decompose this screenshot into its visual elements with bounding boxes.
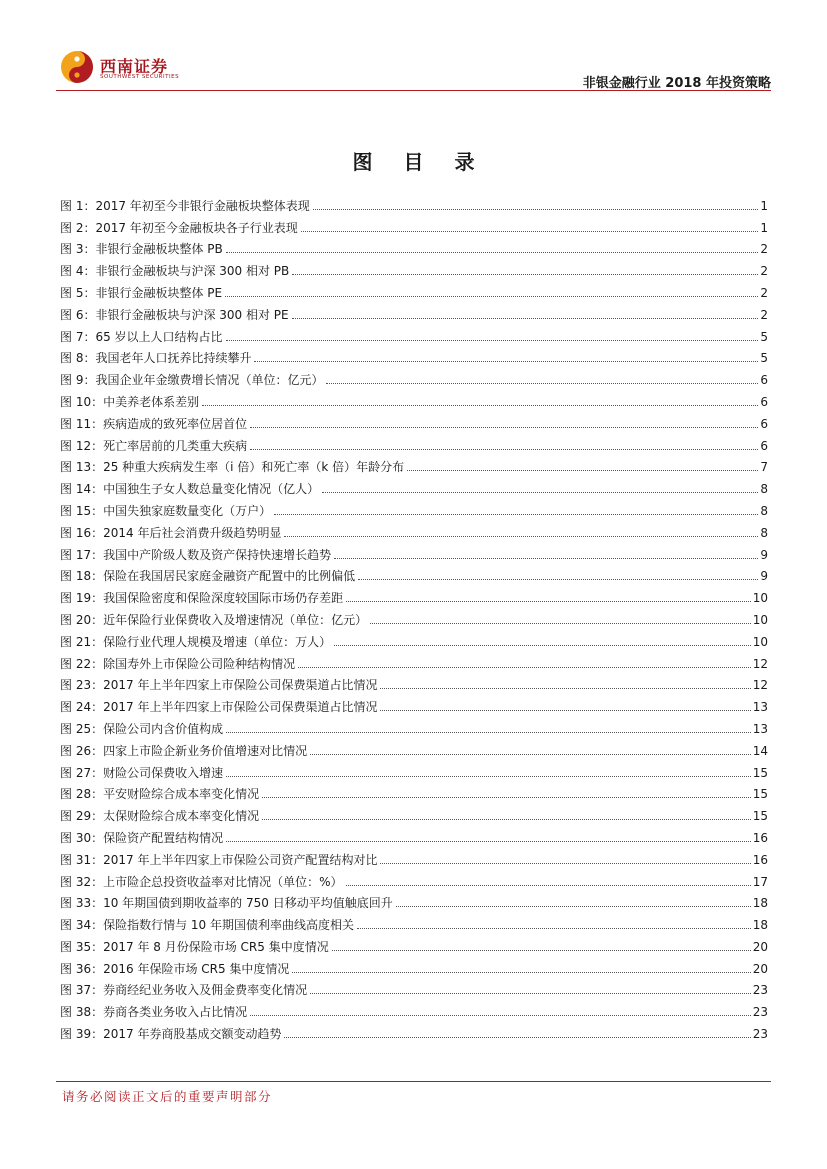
toc-entry-page: 8 bbox=[760, 503, 768, 518]
toc-entry-title bbox=[60, 241, 223, 257]
company-name-en: SOUTHWEST SECURITIES bbox=[100, 74, 180, 80]
toc-entry-label: 图 22： bbox=[60, 656, 104, 671]
toc-entry-label: 图 12： bbox=[60, 438, 104, 453]
toc-entry-page: 1 bbox=[760, 220, 768, 235]
toc-entry[interactable] bbox=[60, 345, 768, 367]
toc-entry-title bbox=[60, 895, 393, 911]
dot-leader bbox=[346, 885, 751, 886]
toc-entry-label: 图 33： bbox=[60, 896, 104, 911]
toc-entry-page: 20 bbox=[752, 961, 768, 976]
toc-entry-text: 中国独生子女人数总量变化情况（亿人） bbox=[103, 482, 320, 497]
footer-disclaimer: 请务必阅读正文后的重要声明部分 bbox=[62, 1089, 273, 1104]
dot-leader bbox=[407, 470, 758, 471]
toc-entry-page: 15 bbox=[752, 765, 768, 780]
toc-entry-text: 25 种重大疾病发生率（i 倍）和死亡率（k 倍）年龄分布 bbox=[103, 460, 405, 475]
toc-entry[interactable] bbox=[60, 432, 768, 454]
toc-entry-page: 8 bbox=[760, 482, 768, 497]
toc-entry[interactable] bbox=[60, 214, 768, 236]
toc-entry-title bbox=[60, 830, 223, 846]
toc-entry[interactable] bbox=[60, 192, 768, 214]
toc-entry-page: 23 bbox=[752, 983, 768, 998]
toc-entry-page: 6 bbox=[760, 373, 768, 388]
dot-leader bbox=[370, 623, 751, 624]
toc-entry-text: 我国中产阶级人数及资产保持快速增长趋势 bbox=[103, 547, 332, 562]
toc-entry-page: 6 bbox=[760, 438, 768, 453]
toc-entry-label: 图 10： bbox=[60, 394, 104, 409]
toc-entry-page: 18 bbox=[752, 918, 768, 933]
toc-entry[interactable] bbox=[60, 236, 768, 258]
dot-leader bbox=[225, 296, 758, 297]
toc-entry-text: 保险指数行情与 10 年期国债利率曲线高度相关 bbox=[103, 918, 354, 933]
toc-entry-title bbox=[60, 481, 319, 497]
toc-entry-title bbox=[60, 656, 295, 672]
toc-entry-page: 20 bbox=[752, 939, 768, 954]
dot-leader bbox=[274, 514, 758, 515]
dot-leader bbox=[346, 601, 751, 602]
toc-entry-label: 图 28： bbox=[60, 787, 104, 802]
toc-entry-label: 图 38： bbox=[60, 1005, 104, 1020]
toc-entry-title bbox=[60, 786, 259, 802]
toc-entry-page: 2 bbox=[760, 264, 768, 279]
toc-entry-title bbox=[60, 329, 223, 345]
toc-entry-label: 图 19： bbox=[60, 591, 104, 606]
toc-entry-label: 图 7： bbox=[60, 329, 96, 344]
toc-entry-label: 图 35： bbox=[60, 939, 104, 954]
toc-entry[interactable] bbox=[60, 977, 768, 999]
toc-entry-label: 图 4： bbox=[60, 264, 96, 279]
toc-entry-text: 中美养老体系差别 bbox=[103, 394, 200, 409]
toc-entry-title bbox=[60, 568, 355, 584]
toc-entry-title bbox=[60, 874, 343, 890]
dot-leader bbox=[322, 492, 758, 493]
toc-entry-text: 2017 年 8 月份保险市场 CR5 集中度情况 bbox=[103, 939, 329, 954]
toc-entry-text: 券商各类业务收入占比情况 bbox=[103, 1005, 248, 1020]
toc-entry-title bbox=[60, 525, 281, 541]
toc-entry[interactable] bbox=[60, 759, 768, 781]
toc-entry-label: 图 26： bbox=[60, 743, 104, 758]
toc-entry-label: 图 25： bbox=[60, 721, 104, 736]
toc-entry-page: 13 bbox=[752, 721, 768, 736]
dot-leader bbox=[292, 972, 750, 973]
toc-entry-text: 非银行金融板块与沪深 300 相对 PB bbox=[95, 264, 290, 279]
toc-entry-page: 2 bbox=[760, 242, 768, 257]
toc-entry[interactable] bbox=[60, 955, 768, 977]
toc-entry-text: 非银行金融板块整体 PE bbox=[95, 285, 223, 300]
toc-entry-text: 10 年期国债到期收益率的 750 日移动平均值触底回升 bbox=[103, 896, 393, 911]
toc-entry[interactable] bbox=[60, 584, 768, 606]
toc-entry[interactable] bbox=[60, 693, 768, 715]
dot-leader bbox=[292, 274, 758, 275]
toc-entry-title bbox=[60, 285, 222, 301]
toc-entry-label: 图 20： bbox=[60, 612, 104, 627]
toc-entry-title bbox=[60, 459, 404, 475]
toc-entry-label: 图 23： bbox=[60, 678, 104, 693]
toc-entry-label: 图 16： bbox=[60, 525, 104, 540]
dot-leader bbox=[226, 732, 751, 733]
toc-entry-text: 2017 年上半年四家上市保险公司保费渠道占比情况 bbox=[103, 678, 378, 693]
company-logo-icon bbox=[60, 50, 94, 84]
toc-entry-title bbox=[60, 677, 377, 693]
toc-entry-title bbox=[60, 263, 289, 279]
toc-entry[interactable] bbox=[60, 846, 768, 868]
toc-entry-title bbox=[60, 852, 377, 868]
toc-entry-label: 图 17： bbox=[60, 547, 104, 562]
toc-entry-page: 16 bbox=[752, 830, 768, 845]
dot-leader bbox=[310, 754, 751, 755]
toc-entry-title bbox=[60, 699, 377, 715]
company-name-cn: 西南证券 bbox=[100, 57, 169, 76]
toc-entry[interactable] bbox=[60, 563, 768, 585]
toc-entry-title bbox=[60, 961, 289, 977]
dot-leader bbox=[301, 231, 759, 232]
toc-entry-page: 8 bbox=[760, 525, 768, 540]
dot-leader bbox=[226, 776, 751, 777]
toc-entry-text: 保险公司内含价值构成 bbox=[103, 721, 224, 736]
toc-entry-page: 10 bbox=[752, 591, 768, 606]
toc-entry-page: 12 bbox=[752, 656, 768, 671]
toc-entry-label: 图 15： bbox=[60, 503, 104, 518]
dot-leader bbox=[334, 558, 758, 559]
toc-entry-page: 9 bbox=[760, 547, 768, 562]
toc-entry[interactable] bbox=[60, 497, 768, 519]
toc-entry-label: 图 8： bbox=[60, 351, 96, 366]
toc-entry-title bbox=[60, 394, 199, 410]
toc-entry-text: 太保财险综合成本率变化情况 bbox=[103, 809, 260, 824]
toc-entry-title bbox=[60, 743, 307, 759]
toc-entry-title bbox=[60, 939, 329, 955]
toc-entry[interactable] bbox=[60, 475, 768, 497]
toc-entry-label: 图 31： bbox=[60, 852, 104, 867]
dot-leader bbox=[334, 645, 751, 646]
toc-entry-title bbox=[60, 307, 289, 323]
dot-leader bbox=[250, 1015, 751, 1016]
toc-entry[interactable] bbox=[60, 933, 768, 955]
toc-entry-text: 财险公司保费收入增速 bbox=[103, 765, 224, 780]
toc-entry-label: 图 3： bbox=[60, 242, 96, 257]
toc-entry-text: 我国老年人口抚养比持续攀升 bbox=[95, 351, 252, 366]
toc-entry-text: 我国企业年金缴费增长情况（单位：亿元） bbox=[95, 373, 324, 388]
dot-leader bbox=[262, 797, 751, 798]
toc-entry-page: 15 bbox=[752, 787, 768, 802]
toc-entry-label: 图 9： bbox=[60, 373, 96, 388]
toc-entry-page: 15 bbox=[752, 809, 768, 824]
toc-entry-title bbox=[60, 765, 223, 781]
toc-entry[interactable] bbox=[60, 998, 768, 1020]
toc-entry-text: 2014 年后社会消费升级趋势明显 bbox=[103, 525, 282, 540]
dot-leader bbox=[250, 427, 758, 428]
toc-entry-label: 图 21： bbox=[60, 634, 104, 649]
toc-entry-text: 除国寿外上市保险公司险种结构情况 bbox=[103, 656, 296, 671]
toc-entry[interactable] bbox=[60, 541, 768, 563]
toc-entry[interactable] bbox=[60, 802, 768, 824]
toc-entry-page: 16 bbox=[752, 852, 768, 867]
dot-leader bbox=[396, 906, 751, 907]
toc-entry-title bbox=[60, 982, 307, 998]
toc-entry-title bbox=[60, 917, 354, 933]
dot-leader bbox=[284, 1037, 750, 1038]
toc-entry-title bbox=[60, 721, 223, 737]
dot-leader bbox=[380, 688, 750, 689]
toc-entry-page: 12 bbox=[752, 678, 768, 693]
toc-entry-label: 图 37： bbox=[60, 983, 104, 998]
toc-entry[interactable] bbox=[60, 410, 768, 432]
toc-entry-label: 图 24： bbox=[60, 700, 104, 715]
dot-leader bbox=[254, 361, 758, 362]
dot-leader bbox=[380, 863, 750, 864]
toc-entry-text: 保险在我国居民家庭金融资产配置中的比例偏低 bbox=[103, 569, 356, 584]
dot-leader bbox=[226, 340, 759, 341]
dot-leader bbox=[313, 209, 759, 210]
toc-entry-text: 2016 年保险市场 CR5 集中度情况 bbox=[103, 961, 290, 976]
toc-entry-text: 保险资产配置结构情况 bbox=[103, 830, 224, 845]
toc-entry-title bbox=[60, 634, 331, 650]
dot-leader bbox=[332, 950, 751, 951]
toc-entry[interactable] bbox=[60, 454, 768, 476]
toc-entry[interactable] bbox=[60, 868, 768, 890]
toc-entry[interactable] bbox=[60, 824, 768, 846]
toc-entry-text: 四家上市险企新业务价值增速对比情况 bbox=[103, 743, 308, 758]
figure-table-of-contents bbox=[60, 192, 768, 1042]
toc-entry-text: 非银行金融板块与沪深 300 相对 PE bbox=[95, 307, 289, 322]
toc-entry-page: 7 bbox=[760, 460, 768, 475]
toc-entry-label: 图 1： bbox=[60, 198, 96, 213]
toc-entry[interactable] bbox=[60, 781, 768, 803]
toc-entry-page: 1 bbox=[760, 198, 768, 213]
toc-entry-page: 23 bbox=[752, 1005, 768, 1020]
company-logo bbox=[60, 50, 220, 86]
toc-entry-page: 9 bbox=[760, 569, 768, 584]
toc-entry-text: 近年保险行业保费收入及增速情况（单位：亿元） bbox=[103, 612, 368, 627]
toc-entry[interactable] bbox=[60, 366, 768, 388]
toc-entry[interactable] bbox=[60, 737, 768, 759]
toc-entry-page: 10 bbox=[752, 634, 768, 649]
dot-leader bbox=[250, 449, 758, 450]
toc-entry[interactable] bbox=[60, 279, 768, 301]
dot-leader bbox=[292, 318, 759, 319]
toc-entry-page: 5 bbox=[760, 351, 768, 366]
toc-entry-label: 图 39： bbox=[60, 1027, 104, 1042]
dot-leader bbox=[226, 252, 759, 253]
toc-entry-text: 65 岁以上人口结构占比 bbox=[95, 329, 223, 344]
toc-entry-page: 13 bbox=[752, 700, 768, 715]
toc-entry[interactable] bbox=[60, 650, 768, 672]
toc-entry-label: 图 32： bbox=[60, 874, 104, 889]
toc-entry-page: 14 bbox=[752, 743, 768, 758]
toc-entry-title bbox=[60, 547, 331, 563]
toc-entry-page: 6 bbox=[760, 416, 768, 431]
toc-entry[interactable] bbox=[60, 257, 768, 279]
toc-entry-title bbox=[60, 808, 259, 824]
toc-entry-text: 疾病造成的致死率位居首位 bbox=[103, 416, 248, 431]
dot-leader bbox=[226, 841, 751, 842]
dot-leader bbox=[262, 819, 751, 820]
toc-entry-title bbox=[60, 503, 271, 519]
toc-entry-text: 券商经纪业务收入及佣金费率变化情况 bbox=[103, 983, 308, 998]
toc-entry-text: 死亡率居前的几类重大疾病 bbox=[103, 438, 248, 453]
dot-leader bbox=[202, 405, 758, 406]
toc-entry-label: 图 34： bbox=[60, 918, 104, 933]
dot-leader bbox=[380, 710, 750, 711]
toc-entry-page: 6 bbox=[760, 394, 768, 409]
toc-entry-page: 18 bbox=[752, 896, 768, 911]
toc-entry[interactable] bbox=[60, 519, 768, 541]
toc-entry[interactable] bbox=[60, 672, 768, 694]
toc-entry-label: 图 5： bbox=[60, 285, 96, 300]
dot-leader bbox=[298, 667, 751, 668]
toc-entry-label: 图 14： bbox=[60, 482, 104, 497]
report-title: 非银金融行业 2018 年投资策略 bbox=[582, 76, 771, 91]
toc-entry-title bbox=[60, 590, 343, 606]
toc-entry-title bbox=[60, 1004, 247, 1020]
dot-leader bbox=[326, 383, 758, 384]
toc-entry-page: 10 bbox=[752, 612, 768, 627]
toc-entry[interactable] bbox=[60, 715, 768, 737]
toc-entry-page: 23 bbox=[752, 1027, 768, 1042]
toc-entry[interactable] bbox=[60, 911, 768, 933]
dot-leader bbox=[357, 928, 751, 929]
toc-entry-label: 图 2： bbox=[60, 220, 96, 235]
toc-entry[interactable] bbox=[60, 388, 768, 410]
dot-leader bbox=[358, 579, 758, 580]
toc-entry[interactable] bbox=[60, 606, 768, 628]
toc-entry-text: 2017 年初至今非银行金融板块整体表现 bbox=[95, 198, 310, 213]
toc-entry-text: 上市险企总投资收益率对比情况（单位：%） bbox=[103, 874, 343, 889]
toc-entry-text: 非银行金融板块整体 PB bbox=[95, 242, 223, 257]
toc-entry-title bbox=[60, 372, 323, 388]
toc-entry-title bbox=[60, 416, 247, 432]
toc-entry-label: 图 36： bbox=[60, 961, 104, 976]
toc-entry[interactable] bbox=[60, 890, 768, 912]
toc-entry[interactable] bbox=[60, 628, 768, 650]
toc-heading: 图 目 录 bbox=[352, 150, 487, 174]
toc-entry[interactable] bbox=[60, 301, 768, 323]
toc-entry-page: 2 bbox=[760, 285, 768, 300]
toc-entry-page: 2 bbox=[760, 307, 768, 322]
toc-entry-title bbox=[60, 198, 310, 214]
toc-entry[interactable] bbox=[60, 1020, 768, 1042]
page-header bbox=[56, 46, 771, 92]
toc-entry-text: 2017 年上半年四家上市保险公司资产配置结构对比 bbox=[103, 852, 378, 867]
toc-entry-label: 图 27： bbox=[60, 765, 104, 780]
toc-entry-text: 平安财险综合成本率变化情况 bbox=[103, 787, 260, 802]
toc-entry-title bbox=[60, 350, 251, 366]
header-divider bbox=[56, 90, 771, 91]
dot-leader bbox=[284, 536, 758, 537]
toc-entry-label: 图 11： bbox=[60, 416, 104, 431]
toc-entry-text: 我国保险密度和保险深度较国际市场仍存差距 bbox=[103, 591, 344, 606]
toc-entry-page: 5 bbox=[760, 329, 768, 344]
toc-entry-label: 图 30： bbox=[60, 830, 104, 845]
footer-divider bbox=[56, 1081, 771, 1082]
toc-entry-text: 保险行业代理人规模及增速（单位：万人） bbox=[103, 634, 332, 649]
toc-entry-text: 2017 年上半年四家上市保险公司保费渠道占比情况 bbox=[103, 700, 378, 715]
toc-entry-text: 2017 年初至今金融板块各子行业表现 bbox=[95, 220, 298, 235]
toc-entry-label: 图 18： bbox=[60, 569, 104, 584]
toc-entry-label: 图 29： bbox=[60, 809, 104, 824]
toc-entry-text: 中国失独家庭数量变化（万户） bbox=[103, 503, 272, 518]
toc-entry-title bbox=[60, 612, 367, 628]
toc-entry-text: 2017 年券商股基成交额变动趋势 bbox=[103, 1027, 282, 1042]
toc-entry-label: 图 13： bbox=[60, 460, 104, 475]
toc-entry-title bbox=[60, 1026, 281, 1042]
toc-entry-title bbox=[60, 220, 298, 236]
toc-entry-title bbox=[60, 438, 247, 454]
toc-entry-page: 17 bbox=[752, 874, 768, 889]
toc-entry[interactable] bbox=[60, 323, 768, 345]
toc-entry-label: 图 6： bbox=[60, 307, 96, 322]
dot-leader bbox=[310, 993, 751, 994]
